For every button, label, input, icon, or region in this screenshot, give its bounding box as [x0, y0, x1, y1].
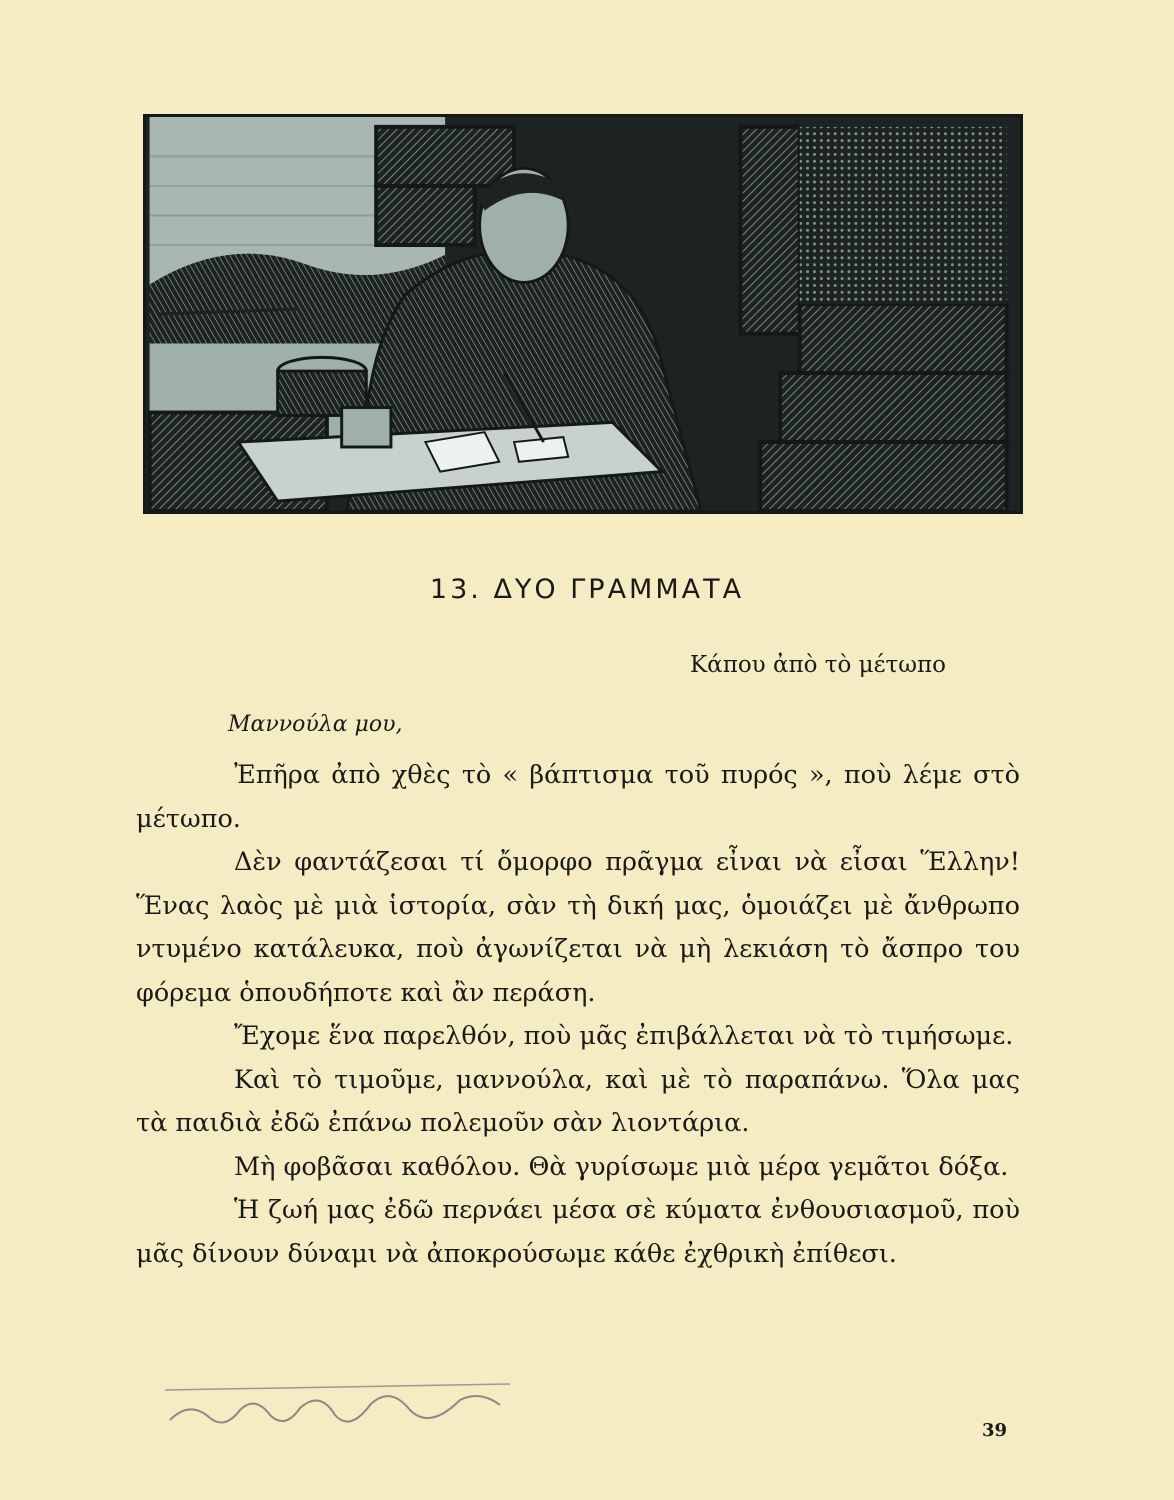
woodcut-illustration	[143, 114, 1023, 514]
letter-paragraph: Ἐπῆρα ἀπὸ χθὲς τὸ « βάπτισμα τοῦ πυρός », ποὺ λέμε στὸ μέτωπο.	[136, 760, 1020, 834]
letter-paragraph: Ἡ ζωή μας ἐδῶ περνάει μέσα σὲ κύματα ἐνθουσιασμοῦ, ποὺ μᾶς δίνουν δύναμι νὰ ἀποκρούσωμε κάθε ἐχθρικὴ ἐπίθεσι.	[136, 1195, 1020, 1269]
letter-location: Κάπου ἀπὸ τὸ μέτωπο	[690, 652, 946, 678]
chapter-title: 13. ΔΥΟ ΓΡΑΜΜΑΤΑ	[429, 574, 745, 605]
page-number: 39	[982, 1420, 1008, 1441]
letter-paragraph: Καὶ τὸ τιμοῦμε, μαννούλα, καὶ μὲ τὸ παραπάνω. Ὅλα μας τὰ παιδιὰ ἐδῶ ἐπάνω πολεμοῦν σὰν λιοντάρια.	[136, 1064, 1020, 1138]
pencil-scribble	[160, 1370, 520, 1440]
letter-salutation: Μαννούλα μου,	[228, 712, 403, 737]
soldier-writing-letter-image	[146, 117, 1020, 511]
letter-paragraph: Μὴ φοβᾶσαι καθόλου. Θὰ γυρίσωμε μιὰ μέρα γεμᾶτοι δόξα.	[234, 1151, 1009, 1182]
letter-paragraph: Δὲν φαντάζεσαι τί ὄμορφο πρᾶγμα εἶναι νὰ εἶσαι Ἕλλην! Ἕνας λαὸς μὲ μιὰ ἱστορία, σὰν τὴ δική μας, ὁμοιάζει μὲ ἄνθρωπο ντυμένο κατάλευκα, ποὺ ἀγωνίζεται νὰ μὴ λεκιάση τὸ ἄσπρο του φόρεμα ὁπουδήποτε καὶ ἂν περάση.	[136, 847, 1020, 1008]
letter-body	[136, 754, 1020, 1276]
letter-paragraph: Ἔχομε ἕνα παρελθόν, ποὺ μᾶς ἐπιβάλλεται νὰ τὸ τιμήσωμε.	[234, 1021, 1014, 1051]
